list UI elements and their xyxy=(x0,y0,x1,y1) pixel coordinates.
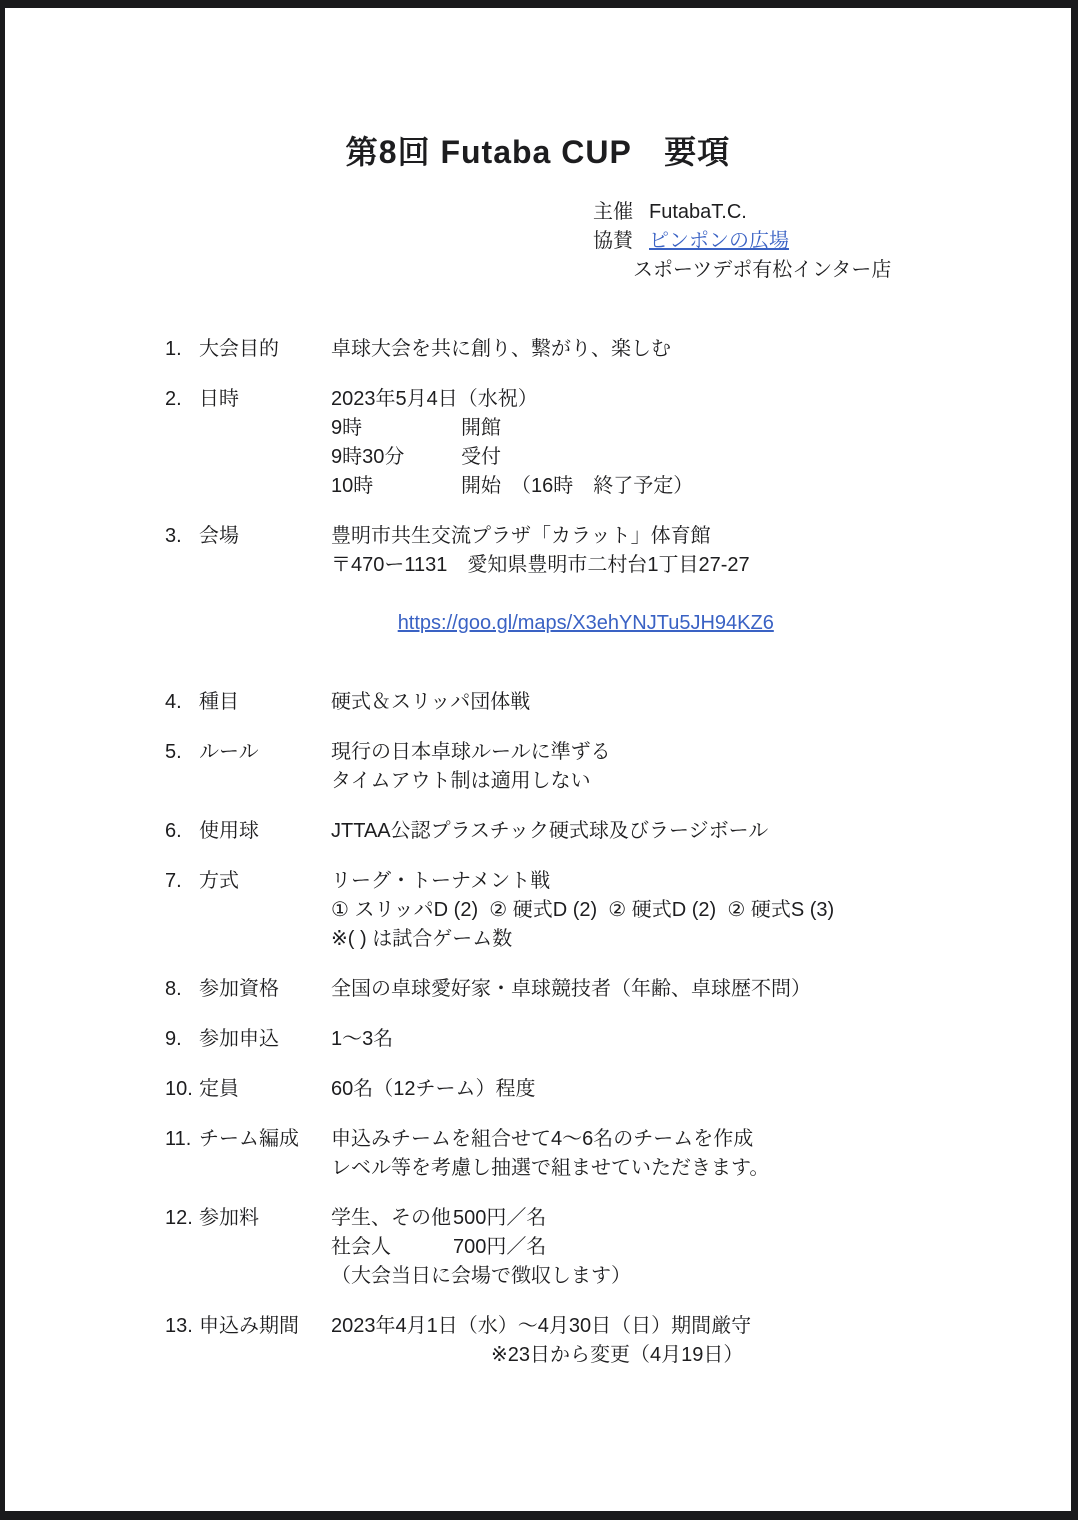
item-content xyxy=(331,385,1031,501)
fee-category: 社会人 xyxy=(331,1236,391,1258)
item-text: リーグ・トーナメント戦 xyxy=(331,870,551,892)
list-item-format xyxy=(165,867,1031,954)
sponsor-label: 協賛 xyxy=(593,230,633,252)
item-label: 参加申込 xyxy=(199,1028,279,1050)
schedule-time: 9時30分 xyxy=(331,446,405,468)
list-item-capacity xyxy=(165,1075,1031,1104)
page-title: 第8回 Futaba CUP 要項 xyxy=(345,134,731,170)
fee-row xyxy=(331,1204,1031,1233)
organizer-block xyxy=(593,198,1071,285)
item-content xyxy=(331,975,1031,1004)
fee-note: （大会当日に会場で徴収します） xyxy=(331,1265,631,1287)
item-text: JTTAA公認プラスチック硬式球及びラージボール xyxy=(331,820,769,842)
map-link-line xyxy=(331,580,1031,667)
item-number: 5. xyxy=(165,741,182,763)
match-structure: ① スリッパD (2) ② 硬式D (2) ② 硬式D (2) ② 硬式S (3) xyxy=(331,899,835,921)
item-content xyxy=(331,335,1031,364)
item-number: 11. xyxy=(165,1128,192,1150)
item-label: 日時 xyxy=(199,388,239,410)
period-change-note: ※23日から変更（4月19日） xyxy=(491,1344,744,1366)
list-item-datetime xyxy=(165,385,1031,501)
fee-amount: 700円／名 xyxy=(453,1236,547,1258)
list-item-rules xyxy=(165,738,1031,796)
schedule-row xyxy=(331,414,1031,443)
schedule-desc: 開始 （16時 終了予定） xyxy=(461,475,694,497)
item-content xyxy=(331,817,1031,846)
list-item-purpose xyxy=(165,335,1031,364)
item-number: 8. xyxy=(165,978,182,1000)
list-item-balls xyxy=(165,817,1031,846)
item-text: タイムアウト制は適用しない xyxy=(331,770,591,792)
schedule-row xyxy=(331,472,1031,501)
item-content xyxy=(331,1025,1031,1054)
list-item-venue xyxy=(165,522,1031,667)
fee-row xyxy=(331,1233,1031,1262)
item-label: 申込み期間 xyxy=(199,1315,299,1337)
venue-name: 豊明市共生交流プラザ「カラット」体育館 xyxy=(331,525,711,547)
schedule-row xyxy=(331,443,1031,472)
event-date: 2023年5月4日（水祝） xyxy=(331,388,538,410)
schedule-time: 9時 xyxy=(331,417,363,439)
item-number: 1. xyxy=(165,338,182,360)
sponsor-link[interactable]: ピンポンの広場 xyxy=(649,230,789,252)
item-number: 4. xyxy=(165,691,182,713)
item-number: 13. xyxy=(165,1315,193,1337)
item-content xyxy=(331,1204,1031,1291)
item-text: 硬式＆スリッパ団体戦 xyxy=(331,691,531,713)
item-content xyxy=(331,522,1031,667)
item-number: 6. xyxy=(165,820,182,842)
item-label: ルール xyxy=(199,741,259,763)
item-label: 定員 xyxy=(199,1078,239,1100)
item-content xyxy=(331,1125,1031,1183)
item-label: 方式 xyxy=(199,870,239,892)
fee-amount: 500円／名 xyxy=(453,1207,547,1229)
item-text: 全国の卓球愛好家・卓球競技者（年齢、卓球歴不問） xyxy=(331,978,811,1000)
item-number: 2. xyxy=(165,388,182,410)
map-link[interactable]: https://goo.gl/maps/X3ehYNJTu5JH94KZ6 xyxy=(397,612,774,634)
item-text: 申込みチームを組合せて4～6名のチームを作成 xyxy=(331,1128,754,1150)
item-label: 会場 xyxy=(199,525,239,547)
item-content xyxy=(331,867,1031,954)
item-number: 12. xyxy=(165,1207,193,1229)
item-content xyxy=(331,1075,1031,1104)
list-item-application-period xyxy=(165,1312,1031,1370)
host-value: FutabaT.C. xyxy=(649,201,747,223)
document-page xyxy=(5,8,1071,1511)
host-row xyxy=(593,198,1071,227)
item-number: 9. xyxy=(165,1028,182,1050)
item-text: 60名（12チーム）程度 xyxy=(331,1078,536,1100)
item-label: 種目 xyxy=(199,691,239,713)
list-item-entry xyxy=(165,1025,1031,1054)
list-item-fees xyxy=(165,1204,1031,1291)
list-item-eligibility xyxy=(165,975,1031,1004)
host-label: 主催 xyxy=(593,201,633,223)
schedule-time: 10時 xyxy=(331,475,374,497)
item-text: 現行の日本卓球ルールに準ずる xyxy=(331,741,611,763)
item-number: 3. xyxy=(165,525,182,547)
items-list xyxy=(165,335,1031,1370)
item-number: 10. xyxy=(165,1078,193,1100)
item-label: チーム編成 xyxy=(199,1128,299,1150)
item-label: 参加料 xyxy=(199,1207,259,1229)
list-item-teams xyxy=(165,1125,1031,1183)
fee-category: 学生、その他 xyxy=(331,1207,451,1229)
item-note: ※( ) は試合ゲーム数 xyxy=(331,928,513,950)
list-item-events xyxy=(165,688,1031,717)
venue-address: 〒470ー1131 愛知県豊明市二村台1丁目27-27 xyxy=(331,554,750,576)
sponsor-second: スポーツデポ有松インター店 xyxy=(633,259,892,281)
item-label: 使用球 xyxy=(199,820,259,842)
item-text: 1～3名 xyxy=(331,1028,394,1050)
schedule-desc: 受付 xyxy=(461,446,501,468)
item-text: レベル等を考慮し抽選で組ませていただきます。 xyxy=(331,1157,770,1179)
period-text: 2023年4月1日（水）～4月30日（日）期間厳守 xyxy=(331,1315,752,1337)
item-text: 卓球大会を共に創り、繋がり、楽しむ xyxy=(331,338,671,360)
sponsor-row xyxy=(593,227,1071,256)
item-number: 7. xyxy=(165,870,182,892)
item-label: 参加資格 xyxy=(199,978,279,1000)
item-label: 大会目的 xyxy=(199,338,279,360)
item-content xyxy=(331,1312,1031,1370)
item-content xyxy=(331,688,1031,717)
schedule-desc: 開館 xyxy=(461,417,501,439)
item-content xyxy=(331,738,1031,796)
